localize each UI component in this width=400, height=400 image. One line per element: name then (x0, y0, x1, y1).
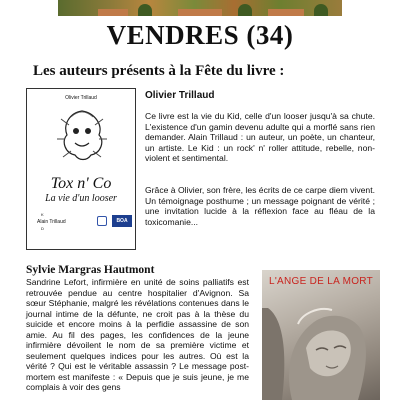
cover-author: Olivier Trillaud (65, 95, 97, 101)
banner-tree-shape (138, 4, 152, 16)
cover-illustration (51, 105, 113, 167)
banner-roof-shape (98, 9, 128, 16)
banner-roof-shape (268, 9, 304, 16)
banner-roof-shape (178, 9, 222, 16)
book-description: Ce livre est la vie du Kid, celle d'un looser jusqu'à sa chute. L'existence d'un gamin devenu adulte qui a morflé sans rien demander. Alain Trillaud : un auteur, un poète, un chanteur, un artiste. Le Kid : un rock' n' roller attitude, rebelle, non-violent et sentimental. (145, 111, 375, 164)
book-description: Sandrine Lefort, infirmière en unité de soins palliatifs est retrouvée pendue au centre hospitalier d'Avignon. Sa sœur Stéphanie, malgré les révélations contenues dans le journal intime de la défunte, ne croit pas à la thèse du suicide et encore moins à la perfidie assassine de son amie. Au fil des pages, les confidences de la jeune infirmière dévoilent le nom de sa première victime et seulement quelques indices pour les autres. Où est la vérité ? Qui est le véritable assassin ? Le message post-mortem est manifeste : « Depuis que je suis jeune, je me complais à voir des gens (26, 277, 249, 392)
author-name: Olivier Trillaud (145, 90, 215, 101)
book-cover-ange-de-la-mort (262, 270, 380, 400)
banner-tree-shape (314, 4, 328, 16)
book-cover-tox-n-co (26, 88, 136, 250)
cover-small-text: D (41, 226, 44, 231)
publisher-mark-icon (97, 216, 107, 226)
banner-tree-shape (238, 4, 252, 16)
page-title: VENDRES (34) (106, 20, 294, 50)
author-name: Sylvie Margras Hautmont (26, 264, 155, 276)
cover-title: Tox n' Co (50, 175, 112, 192)
cover-small-text: K (41, 212, 44, 217)
section-heading: Les auteurs présents à la Fête du livre : (33, 63, 285, 79)
publisher-logo: BOA (112, 215, 132, 227)
cover-bottom-author: Alain Trillaud (37, 219, 66, 225)
book-description: Grâce à Olivier, son frère, les écrits de ce carpe diem vivent. Un témoignage posthume ; un message poignant de vérité ; une invitation lucide à la réflexion face au fléau de la toxicomanie... (145, 185, 375, 227)
angel-statue-illustration (262, 288, 380, 400)
header-photo-banner (58, 0, 342, 16)
cover-subtitle: La vie d'un looser (45, 193, 117, 204)
cover-title: L'ANGE DE LA MORT (268, 276, 374, 287)
